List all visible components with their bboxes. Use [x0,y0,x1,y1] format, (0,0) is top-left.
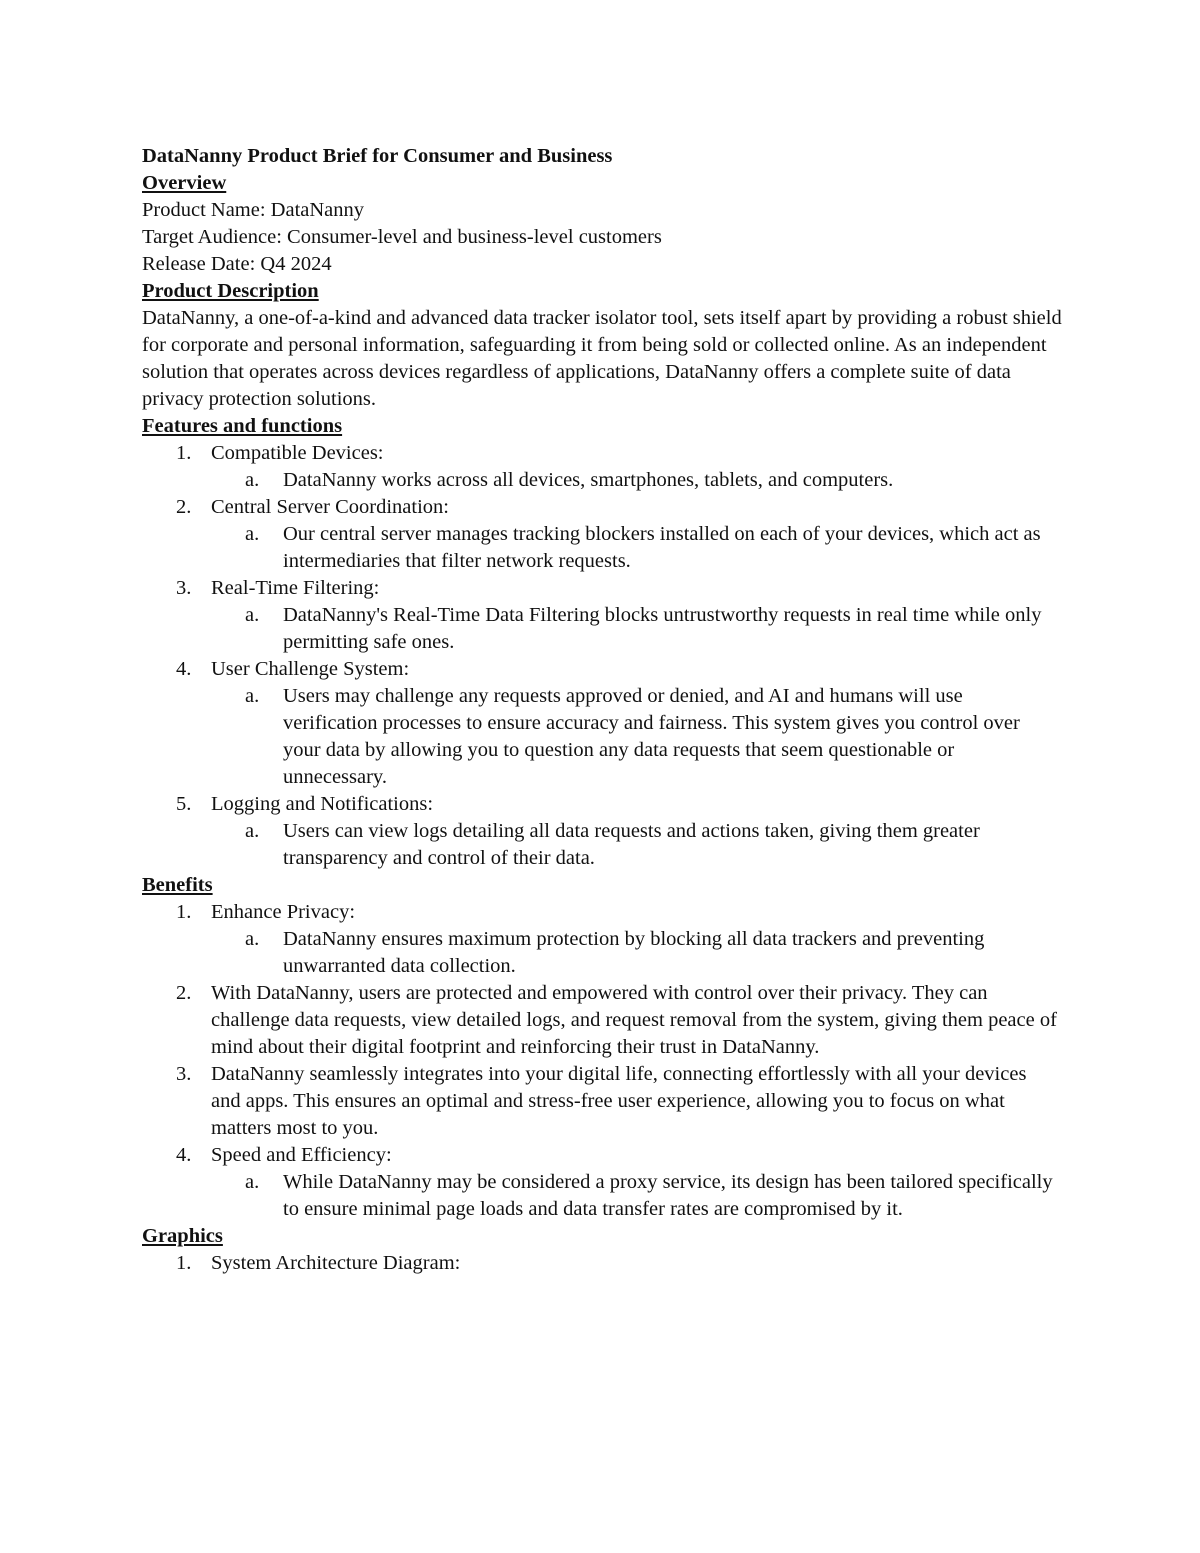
subitem-text: Users may challenge any requests approved or denied, and AI and humans will use verification processes to ensure accuracy and fairness. This system gives you control over your data by allowing you to question any data requests that seem questionable or unnecessary. [283,685,1020,788]
feature-number: 5. [176,793,192,815]
feature-number: 2. [176,496,192,518]
subitem-text: While DataNanny may be considered a proxy service, its design has been tailored specifically to ensure minimal page loads and data transfer rates are compromised by it. [283,1171,1053,1220]
graphics-item [142,1250,1061,1277]
feature-subitem [211,521,1061,575]
subitem-letter: a. [245,928,260,950]
feature-item [142,440,1061,494]
benefit-subitem [211,1169,1061,1223]
benefit-label: Enhance Privacy: [211,901,356,923]
benefit-subitem [211,926,1061,980]
benefits-heading: Benefits [142,874,213,896]
graphics-label: System Architecture Diagram: [211,1252,461,1274]
subitem-letter: a. [245,469,260,491]
benefit-item [142,980,1061,1061]
feature-subitem [211,818,1061,872]
feature-sublist [211,521,1061,575]
feature-sublist [211,683,1061,791]
subitem-text: Users can view logs detailing all data requests and actions taken, giving them greater transparency and control of their data. [283,820,980,869]
feature-item [142,791,1061,872]
benefit-item [142,1142,1061,1223]
benefit-number: 1. [176,901,192,923]
feature-label: Real-Time Filtering: [211,577,380,599]
feature-sublist [211,467,1061,494]
benefit-label: DataNanny seamlessly integrates into your digital life, connecting effortlessly with all your devices and apps. This ensures an optimal and stress-free user experience, allowing you to focus on what matters most to you. [211,1063,1027,1139]
overview-heading: Overview [142,172,227,194]
feature-sublist [211,602,1061,656]
graphics-heading: Graphics [142,1225,223,1247]
benefit-number: 3. [176,1063,192,1085]
graphics-list [142,1250,1200,1277]
subitem-letter: a. [245,1171,260,1193]
feature-subitem [211,683,1061,791]
feature-item [142,656,1061,791]
release-date-line: Release Date: Q4 2024 [142,253,332,275]
feature-item [142,494,1061,575]
subitem-letter: a. [245,604,260,626]
feature-number: 4. [176,658,192,680]
product-name-line: Product Name: DataNanny [142,199,365,221]
benefit-sublist [211,926,1061,980]
product-description-heading: Product Description [142,280,319,302]
graphics-number: 1. [176,1252,192,1274]
subitem-letter: a. [245,820,260,842]
features-list [142,440,1200,872]
benefit-label: Speed and Efficiency: [211,1144,392,1166]
features-heading: Features and functions [142,415,343,437]
feature-subitem [211,602,1061,656]
benefit-number: 2. [176,982,192,1004]
subitem-letter: a. [245,523,260,545]
feature-label: User Challenge System: [211,658,410,680]
benefit-item [142,1061,1061,1142]
feature-subitem [211,467,1061,494]
subitem-text: DataNanny's Real-Time Data Filtering blocks untrustworthy requests in real time while only permitting safe ones. [283,604,1042,653]
benefit-label: With DataNanny, users are protected and empowered with control over their privacy. They can challenge data requests, view detailed logs, and request removal from the system, giving them peace of mind about their digital footprint and reinforcing their trust in DataNanny. [211,982,1057,1058]
feature-label: Central Server Coordination: [211,496,449,518]
feature-sublist [211,818,1061,872]
subitem-text: Our central server manages tracking blockers installed on each of your devices, which act as intermediaries that filter network requests. [283,523,1041,572]
feature-item [142,575,1061,656]
feature-label: Logging and Notifications: [211,793,434,815]
product-description-text: DataNanny, a one-of-a-kind and advanced data tracker isolator tool, sets itself apart by providing a robust shield for corporate and personal information, safeguarding it from being sold or collected online. As an independent solution that operates across devices regardless of applications, DataNanny offers a complete suite of data privacy protection solutions. [142,307,1062,410]
feature-number: 1. [176,442,192,464]
subitem-letter: a. [245,685,260,707]
benefit-number: 4. [176,1144,192,1166]
benefit-sublist [211,1169,1061,1223]
feature-label: Compatible Devices: [211,442,384,464]
document-title: DataNanny Product Brief for Consumer and Business [142,145,613,167]
benefits-list [142,899,1200,1223]
feature-number: 3. [176,577,192,599]
subitem-text: DataNanny ensures maximum protection by blocking all data trackers and preventing unwarranted data collection. [283,928,985,977]
benefit-item [142,899,1061,980]
subitem-text: DataNanny works across all devices, smartphones, tablets, and computers. [283,469,894,491]
target-audience-line: Target Audience: Consumer-level and business-level customers [142,226,662,248]
